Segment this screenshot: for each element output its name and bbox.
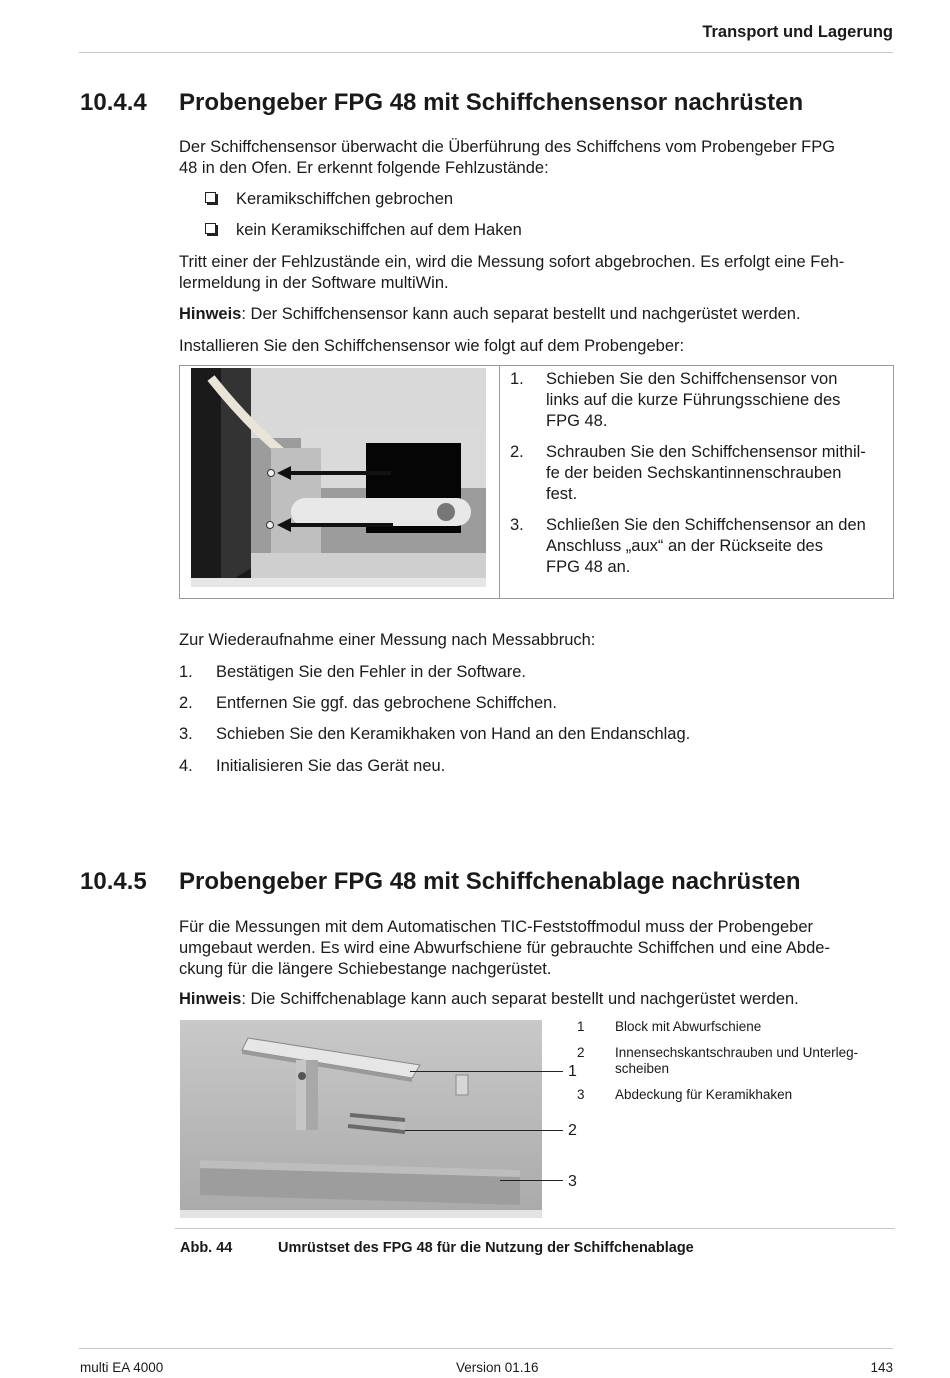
checkbox-bullet-icon [205,223,216,234]
step-line: Anschluss „aux“ an der Rückseite des [546,537,823,555]
footer-product: multi EA 4000 [80,1360,164,1375]
note-paragraph [179,989,879,1010]
step-line: Schieben Sie den Schiffchensensor von [546,370,838,388]
callout-label: 3 [568,1173,577,1190]
running-header: Transport und Lagerung [702,23,893,41]
list-text: Bestätigen Sie den Fehler in der Software. [216,663,527,681]
list-item [205,220,522,241]
retrofit-kit-photo [180,1020,542,1218]
intro-paragraph [179,917,879,980]
list-item [179,756,445,777]
note-label: Hinweis [179,990,242,1008]
step-line: Schließen Sie den Schiffchensensor an den [546,516,866,534]
list-number: 1. [179,663,193,681]
section-number: 10.4.4 [80,89,147,116]
text-line: ckung für die längere Schiebestange nachgerüstet. [179,960,552,978]
list-number: 3. [179,725,193,743]
list-text: Initialisieren Sie das Gerät neu. [216,757,446,775]
list-item [179,724,690,745]
text-line: lermeldung in der Software multiWin. [179,274,449,292]
legend-text: scheiben [615,1061,670,1076]
callout-label: 1 [568,1063,577,1080]
error-paragraph [179,252,879,294]
sensor-mounting-photo [191,368,486,587]
text-line: Für die Messungen mit dem Automatischen TIC-Feststoffmodul muss der Probengeber [179,918,814,936]
bullet-text: kein Keramikschiffchen auf dem Haken [236,221,522,239]
footer-rule [79,1348,893,1349]
step-line: FPG 48. [546,412,608,430]
note-text: : Die Schiffchenablage kann auch separat bestellt und nachgerüstet werden. [241,990,799,1008]
step-number: 2. [510,443,524,461]
step-number: 3. [510,516,524,534]
note-text: : Der Schiffchensensor kann auch separat bestellt und nachgerüstet werden. [241,305,801,323]
step-line: links auf die kurze Führungsschiene des [546,391,841,409]
figure-label: Abb. 44 [180,1240,233,1256]
callout-line [405,1130,563,1131]
text-line: 48 in den Ofen. Er erkennt folgende Fehlzustände: [179,159,549,177]
instruction-table [179,365,894,599]
step-number: 1. [510,370,524,388]
section-title: Probengeber FPG 48 mit Schiffchenablage nachrüsten [179,868,801,895]
bullet-text: Keramikschiffchen gebrochen [236,190,454,208]
step-line: Schrauben Sie den Schiffchensensor mithil- [546,443,866,461]
list-text: Schieben Sie den Keramikhaken von Hand an den Endanschlag. [216,725,691,743]
header-rule [79,52,893,53]
legend-text: Innensechskantschrauben und Unterleg- [615,1045,859,1060]
step-line: fest. [546,485,578,503]
callout-line [500,1180,563,1181]
text-line: umgebaut werden. Es wird eine Abwurfschiene für gebrauchte Schiffchen und eine Abde- [179,939,830,957]
list-text: Entfernen Sie ggf. das gebrochene Schiffchen. [216,694,557,712]
legend-number: 2 [577,1045,585,1060]
intro-paragraph [179,137,879,179]
legend-text: Block mit Abwurfschiene [615,1019,762,1034]
list-item [205,189,453,210]
list-item [179,662,526,683]
checkbox-bullet-icon [205,192,216,203]
note-paragraph [179,304,879,325]
legend-number: 1 [577,1019,585,1034]
table-divider [499,366,500,598]
text-line: Tritt einer der Fehlzustände ein, wird die Messung sofort abgebrochen. Es erfolgt eine Feh- [179,253,845,271]
section-title: Probengeber FPG 48 mit Schiffchensensor nachrüsten [179,89,804,116]
step-line: fe der beiden Sechskantinnenschrauben [546,464,842,482]
install-paragraph: Installieren Sie den Schiffchensensor wie folgt auf dem Probengeber: [179,337,685,355]
legend-number: 3 [577,1087,585,1102]
callout-line [410,1071,563,1072]
section-number: 10.4.5 [80,868,147,895]
resume-paragraph: Zur Wiederaufnahme einer Messung nach Messabbruch: [179,631,596,649]
legend-text: Abdeckung für Keramikhaken [615,1087,793,1102]
page-number: 143 [870,1360,893,1375]
list-number: 4. [179,757,193,775]
figure-caption: Umrüstset des FPG 48 für die Nutzung der Schiffchenablage [278,1240,694,1256]
list-item [179,693,557,714]
caption-rule [175,1228,895,1229]
list-number: 2. [179,694,193,712]
note-label: Hinweis [179,305,242,323]
callout-label: 2 [568,1122,577,1139]
text-line: Der Schiffchensensor überwacht die Überführung des Schiffchens vom Probengeber FPG [179,138,836,156]
footer-version: Version 01.16 [456,1360,539,1375]
step-line: FPG 48 an. [546,558,631,576]
